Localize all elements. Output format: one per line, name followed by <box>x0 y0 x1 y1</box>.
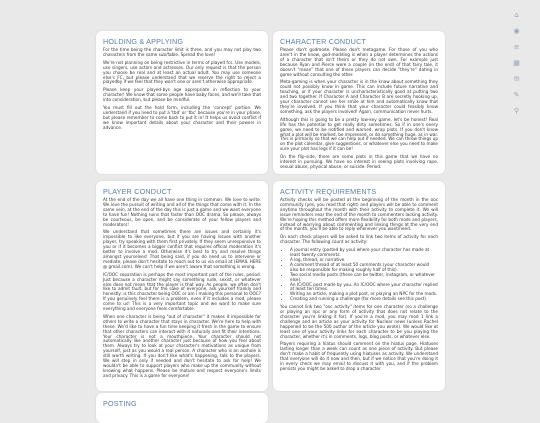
holding-applying-card <box>96 31 268 174</box>
activity-list-item: • A comment thread of at least 50 comments (your character would also be responsible for making roughly half of this). <box>290 263 438 273</box>
character-conduct-card <box>273 31 445 174</box>
posting-title: POSTING <box>103 399 137 408</box>
player-paragraph: IC/OOC separation is perhaps the most important part of the rules, period. Just because a character might say something rude, sexist, or whatever else does not mean that the player is that way. As people, we often don't like to admit fault, but for the sake of everyone, ask yourself frankly and honestly: is this character being OOC or am I making this personal to OOC? If you genuinely feel there is a problem, even if it includes a mod, please come to us! This is a very important topic and we want to make sure everything and everyone feels comfortable. <box>103 271 261 312</box>
player-conduct-card <box>96 181 268 391</box>
activity-requirements-card <box>273 181 445 391</box>
posting-card <box>96 393 268 423</box>
mail-icon[interactable]: ✉ <box>513 74 520 83</box>
activity-paragraph: On each check players will be asked to link two items of activity for each character. The following count as activity: <box>280 234 438 245</box>
sidebar-icon-column <box>510 8 526 120</box>
player-paragraph: At the end of the day we all have one thing in common. We love to write. We love the pursuit of writing and all of the things that come with it. In the same vein, at the end of the day this is just a game and we want everyone to have fun! Nothing ruins that faster than OOC drama. So please, always be courteous, be open, and be considerate of your fellow players and moderators! <box>103 197 261 227</box>
activity-title: ACTIVITY REQUIREMENTS <box>280 187 377 196</box>
activity-paragraph: Activity checks will be posted at the beginning of the month in the ooc community (yes, you read that right) and players will be able to comment anytime throughout the month with their activity to complete it. We will issue reminders near the end of the month to commenters lacking activity. We're hoping this method offers more flexibility for both mods and players, instead of worrying about commenting and linking things at the very end of the month, you'll be able to reply whenever you want/need. <box>280 197 438 232</box>
activity-list-item: • An IC/OOC post made by you. An IC/OOC where your character replied at least ten times. <box>290 283 438 293</box>
conduct-paragraph: Please don't godmode. Please don't metagame. For those of you who aren't in the know, god-modding is when a player determines the actions of a character that isn't theirs or they do not own. For example just because Ryan and Pierce were a couple (in the end) of that fairy tale, it doesn't "mean" that one of these players can decide "they're" dating in game without consulting the other. <box>280 47 438 77</box>
activity-list-item: • A log, thread, or narrative. <box>290 258 438 263</box>
user-icon[interactable]: ◉ <box>513 26 520 35</box>
holding-paragraph: You must fill out the hold form, including the 'concept' portion. We understand if you need to put a 'tbd' or 'tbc' because you're in your phase, but please remember to come back to put it in! It helps us avoid conflict if we know important details about your character and their powers in advance. <box>103 105 261 130</box>
grid-icon[interactable]: ▦ <box>513 58 520 67</box>
activity-list-item: • A journal entry (posted by you) where your character has made at least twenty comments. <box>290 248 438 258</box>
player-title: PLAYER CONDUCT <box>103 187 172 196</box>
conduct-paragraph: Although this is going to be a pretty low-key game, let's be honest! Real life has the potential to get really dirty sometimes. So if in one's every game, we need to be notified and warned, wrap plots. If you don't know what a plot will be marked, be impressed, or do something huge, as in war. This is primarily so that we can help out if needed. We can throw things up on the plot calendar, give suggestions, or whatever else you need to make sure your plot has legs if it can be! <box>280 116 438 152</box>
list-icon[interactable]: ≡ <box>513 42 520 51</box>
activity-list <box>280 248 438 302</box>
holding-paragraph: Please keep your played-bys age appropriate in reflection to your character! We know that some people have baby faces, and we'll take that into consideration, but please be mindful. <box>103 87 261 103</box>
home-icon[interactable]: ⌂ <box>514 10 519 19</box>
activity-list-item: • Creating and running a challenge (for more details see this post). <box>290 297 438 302</box>
holding-title: HOLDING & APPLYING <box>103 37 184 46</box>
activity-list-item: • Writing an article, making a plot post, or playing an NPC for the mods. <box>290 292 438 297</box>
conduct-title: CHARACTER CONDUCT <box>280 37 367 46</box>
holding-paragraph: We're not planning on being restrictive in terms of played fcs. Use models, use singers, use actors and actresses. Our only request is that the person you choose be real and at least an actual adult. You may use someone else's FC, but please understand that we reserve the right to reject a playedby if we feel that they won't one or aren't otherwise appropriate. <box>103 59 261 85</box>
edit-icon[interactable]: ✎ <box>513 90 520 99</box>
conduct-paragraph: Meta-gaming is when your character is in the know about something they could not possibly know in game. This can include future narrative and teaching, or if your character is uncharacteristically good at putting two and two together. If Character A and Character B are secretly hooking up, your character cannot see her smile at him and automatically know that they're involved. If you think that your character could feasibly know something, ask the players involved! Again, communication never hurts. <box>280 79 438 114</box>
activity-paragraph: You cannot link two "ooc activity" items for one character (so a challenge or playing an npc or any form of activity that does not relate to the character you're linking it for). If you're a mod, you may mod 1 link a challenge and an article as your activity for Nuclear news (unless Rachel happened to be the 500 author of the article you wrote). We would like at least one of your activity links for each character to be you playing the character, whether it's in comments, logs, blog posts, or whatever else. <box>280 304 438 339</box>
holding-paragraph: For the time being the character limit is three, and you may not play two characters from the same sub/fable. Spread the love! <box>103 47 261 57</box>
activity-list-item: • Two social media posts (these can be twitter, instagram, or whatever else). <box>290 273 438 283</box>
player-paragraph: When one character is being "out of character" it makes it impossible for others to write a character that stays in character. We're here to help with these. We'd like to have a fun time keeping it fresh in the game to ensure that other characters can interact with it naturally and fit their intentions. Your character is not a mouthpiece. Your character should not automatically like another character just because of how you feel about them. Always try to look at your character's motivations as unique from yourself, just as you would a real person. A character who is an asshole is still worth writing. If you don't like what's happening, talk to the players. We will step in only if needed and don't hesitate to ask for help! We wouldn't be able to support players who make up the community without knowing what happens. Please be mature and respect everyone's limits and privacy. This is a game for everyone! <box>103 313 261 378</box>
conduct-paragraph: On the flip-side, there are some plots in this game that we have no interest in pursuing. We have no interest in seeing plots involving rape, sexual abuse, physical abuse, or suicide. Period. <box>280 154 438 169</box>
link-icon[interactable]: ⚲ <box>513 106 520 115</box>
player-paragraph: We understand that sometimes there are issues and certainly it's impossible to like everyone, but if you are having issues with another player, try speaking with them first privately. If they seem unresponsive to you or if it becomes a bigger conflict that requires official moderation it's better to involve a mod. Otherwise it's best to try and resolve things amongst yourselves! That being said, if you do need us to intervene or mediate, please don't hesitate to reach out to us via email at (EMAIL HERE @ gmail.com). We can't help if we aren't aware that something is wrong. <box>103 229 261 269</box>
activity-paragraph: Players requiring a hiatus should comment on the hiatus page. Hiatuses lasting longer than a week can count as one piece of activity. But please don't make a habit of frequently using hiatuses as activity. We understand that everyone will do it now and then, but if we notice that you're doing it in every check we may email to discuss it with you, and if the problem persists you might be asked to drop a character. <box>280 341 438 371</box>
